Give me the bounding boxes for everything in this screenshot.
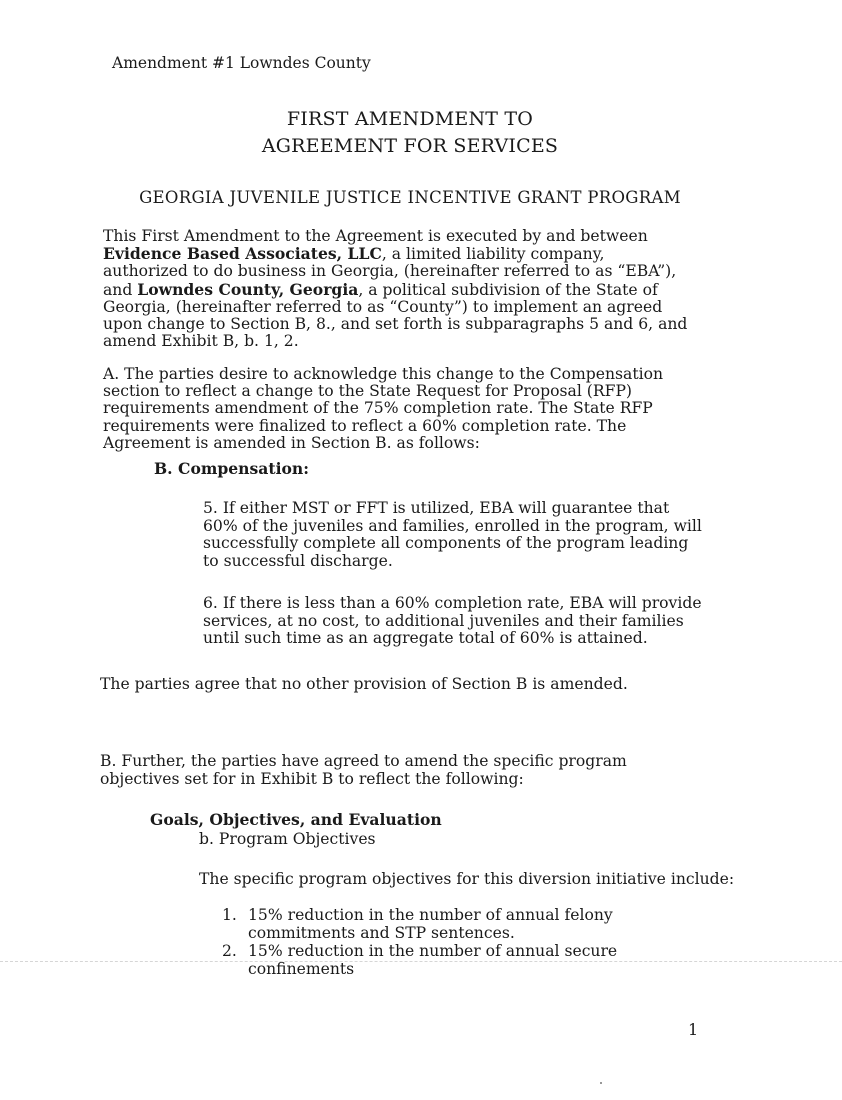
paragraph-b: B. Further, the parties have agreed to amend the specific program objectives set for in Exhibit B to reflect the following: — [100, 752, 627, 788]
paragraph-a: A. The parties desire to acknowledge this change to the Compensation section to reflect a change to the State Request for Proposal (RFP) requirements amendment of the 75% completion rate. The State RFP requirements were finalized to reflect a 60% completion rate. The Agreement is amended in Section B. as follows: — [103, 365, 664, 452]
party-county-name: Lowndes County, Georgia — [137, 279, 359, 299]
compensation-heading: B. Compensation: — [154, 459, 310, 478]
intro-paragraph — [103, 228, 693, 350]
agreement-statement: The parties agree that no other provision of Section B is amended. — [100, 675, 628, 693]
intro-text-2: , a limited liability company, authorized to do business in Georgia, (hereinafter referred to as “EBA”), and — [103, 245, 677, 299]
list-item — [222, 906, 702, 942]
program-objectives-label: b. Program Objectives — [199, 830, 376, 848]
goals-heading: Goals, Objectives, and Evaluation — [150, 810, 442, 829]
page-number: 1 — [688, 1020, 699, 1039]
list-item-number: 2. — [222, 942, 237, 960]
list-item-text: 15% reduction in the number of annual felony commitments and STP sentences. — [248, 906, 613, 942]
document-title-line-2: AGREEMENT FOR SERVICES — [261, 135, 559, 157]
objectives-list — [222, 906, 702, 978]
compensation-item-5: 5. If either MST or FFT is utilized, EBA will guarantee that 60% of the juveniles and families, enrolled in the program, will successfully complete all components of the program leading to successful discharge. — [203, 499, 702, 570]
document-header-label: Amendment #1 Lowndes County — [112, 54, 371, 72]
list-item-number: 1. — [222, 906, 237, 924]
document-title-line-1: FIRST AMENDMENT TO — [286, 108, 534, 130]
intro-text-1: This First Amendment to the Agreement is executed by and between — [103, 227, 648, 245]
scan-speck — [600, 1082, 602, 1084]
compensation-item-6: 6. If there is less than a 60% completion rate, EBA will provide services, at no cost, to additional juveniles and their families until such time as an aggregate total of 60% is attained. — [203, 594, 702, 647]
intro-text-3: , a political subdivision of the State of Georgia, (hereinafter referred to as “County”) to implement an agreed upon change to Section B, 8., and set forth is subparagraphs 5 and 6, and amend Exhibit B, b. 1, 2. — [103, 280, 688, 351]
list-item — [222, 942, 702, 978]
objectives-intro: The specific program objectives for this diversion initiative include: — [199, 870, 735, 888]
list-item-text: 15% reduction in the number of annual secure confinements — [248, 942, 618, 978]
party-eba-name: Evidence Based Associates, LLC — [103, 244, 382, 264]
scan-artifact-line — [0, 961, 842, 962]
program-subtitle: GEORGIA JUVENILE JUSTICE INCENTIVE GRANT PROGRAM — [139, 188, 681, 207]
